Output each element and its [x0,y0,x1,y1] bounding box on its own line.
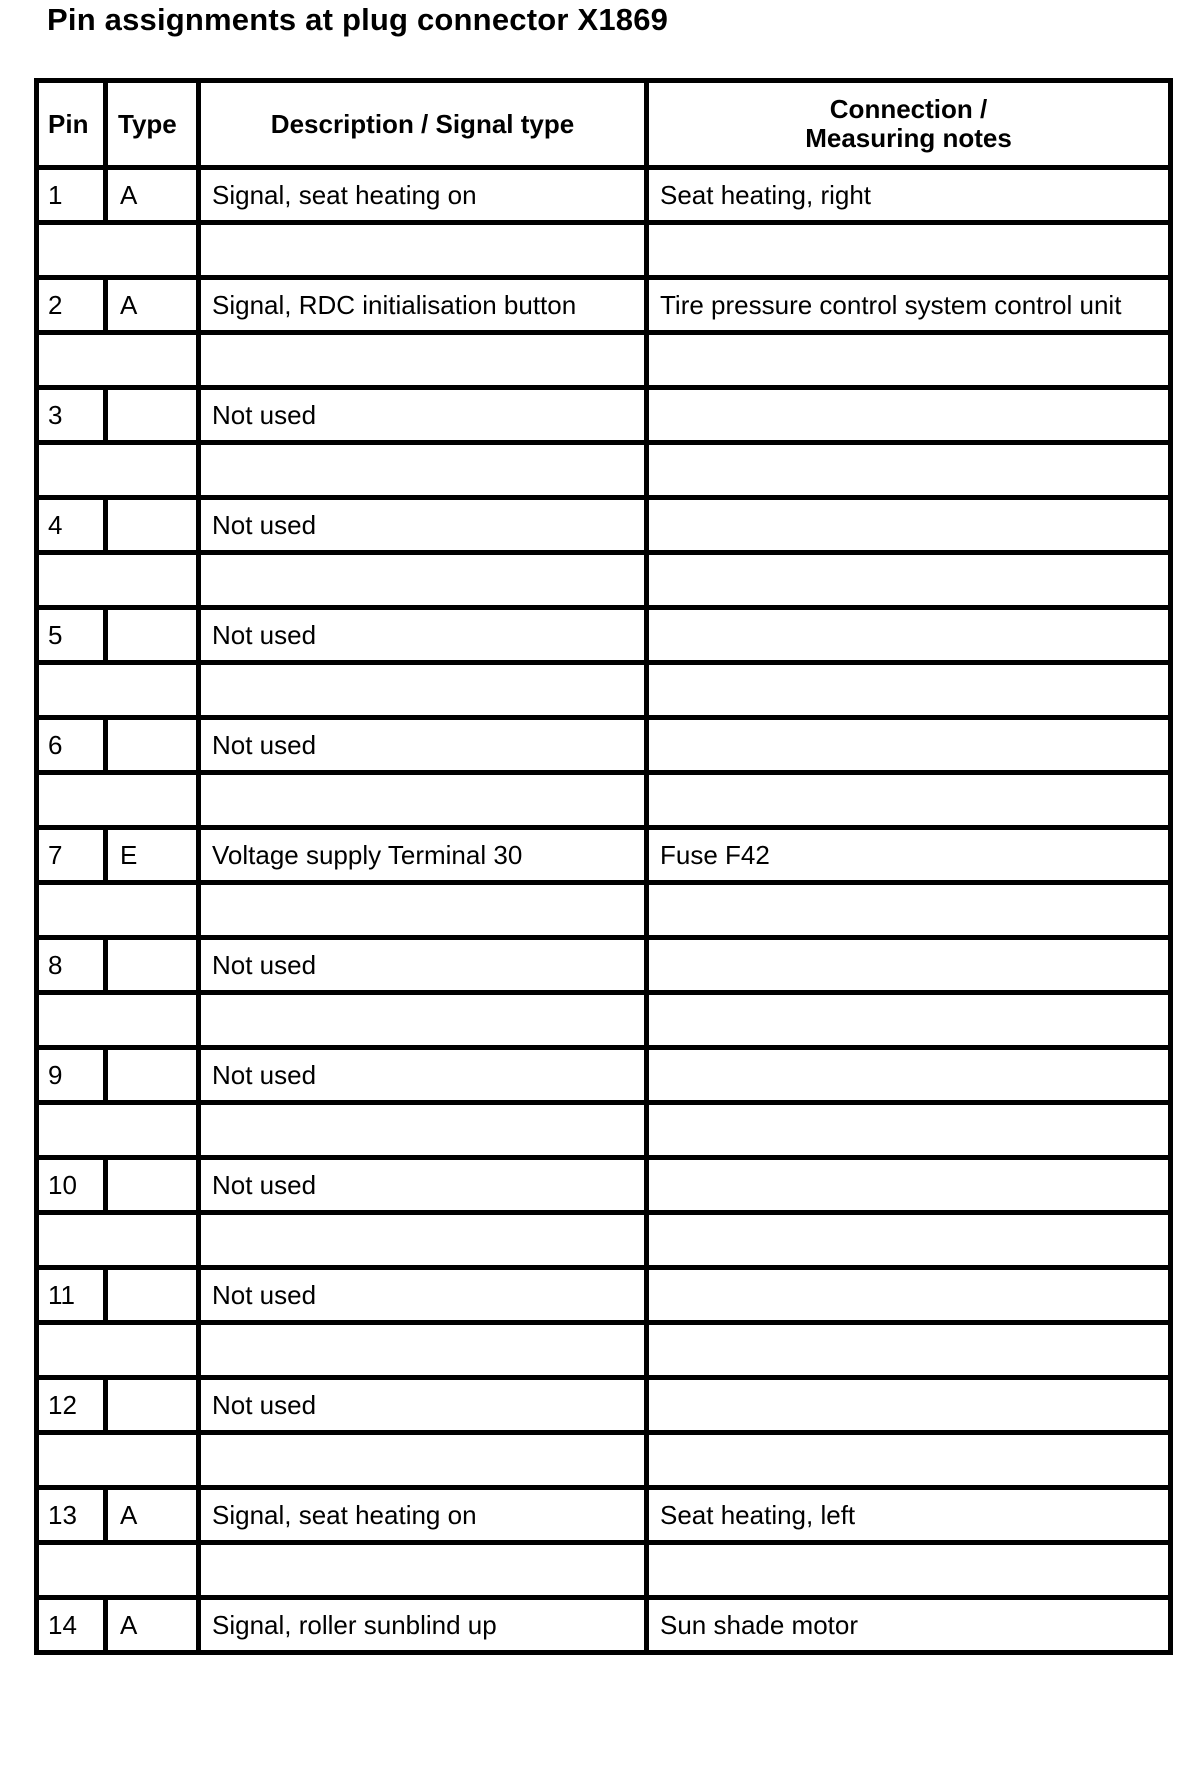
description-cell: Not used [199,388,647,443]
spacer-cell [37,663,199,718]
table-row [37,1598,1171,1653]
pin-cell: 5 [37,608,106,663]
connection-cell [647,1378,1171,1433]
connection-cell: Tire pressure control system control unit [647,278,1171,333]
spacer-cell [647,773,1171,828]
table-header-row [37,81,1171,168]
type-cell: A [106,1488,199,1543]
description-cell: Not used [199,1378,647,1433]
pin-cell: 3 [37,388,106,443]
spacer-cell [647,883,1171,938]
table-row [37,1488,1171,1543]
spacer-cell [647,1323,1171,1378]
spacer-cell [647,1543,1171,1598]
spacer-row [37,333,1171,388]
spacer-cell [647,663,1171,718]
spacer-cell [647,1103,1171,1158]
description-cell: Not used [199,498,647,553]
spacer-row [37,553,1171,608]
pin-cell: 13 [37,1488,106,1543]
type-cell: E [106,828,199,883]
spacer-cell [647,1213,1171,1268]
spacer-cell [37,883,199,938]
description-cell: Not used [199,1158,647,1213]
spacer-row [37,1323,1171,1378]
spacer-row [37,1433,1171,1488]
type-cell [106,608,199,663]
pin-cell: 14 [37,1598,106,1653]
spacer-cell [199,1543,647,1598]
pin-cell: 11 [37,1268,106,1323]
page-title: Pin assignments at plug connector X1869 [47,2,669,37]
spacer-cell [37,223,199,278]
spacer-cell [199,663,647,718]
spacer-cell [199,1103,647,1158]
spacer-cell [37,993,199,1048]
spacer-cell [199,1433,647,1488]
spacer-cell [37,553,199,608]
type-cell [106,1378,199,1433]
header-description: Description / Signal type [199,81,647,168]
table-row [37,608,1171,663]
spacer-cell [199,1213,647,1268]
header-connection-line1: Connection / [829,94,988,125]
spacer-row [37,883,1171,938]
spacer-cell [647,333,1171,388]
table-row [37,1158,1171,1213]
connection-cell: Seat heating, right [647,168,1171,223]
spacer-row [37,1213,1171,1268]
connection-cell [647,1268,1171,1323]
connection-cell: Seat heating, left [647,1488,1171,1543]
spacer-cell [199,223,647,278]
description-cell: Signal, seat heating on [199,1488,647,1543]
spacer-cell [37,443,199,498]
spacer-cell [37,1103,199,1158]
table-body [37,168,1171,1653]
connection-cell [647,938,1171,993]
spacer-cell [199,553,647,608]
spacer-cell [199,773,647,828]
connection-cell: Fuse F42 [647,828,1171,883]
spacer-cell [199,443,647,498]
type-cell: A [106,1598,199,1653]
pin-cell: 7 [37,828,106,883]
connection-cell [647,388,1171,443]
spacer-row [37,1103,1171,1158]
spacer-row [37,773,1171,828]
spacer-cell [199,333,647,388]
spacer-cell [647,443,1171,498]
type-cell [106,1048,199,1103]
table-row [37,168,1171,223]
pin-cell: 8 [37,938,106,993]
pin-cell: 9 [37,1048,106,1103]
spacer-row [37,993,1171,1048]
connection-cell [647,1048,1171,1103]
spacer-cell [37,1323,199,1378]
description-cell: Not used [199,608,647,663]
spacer-cell [37,773,199,828]
header-connection-line2: Measuring notes [805,123,1012,153]
pin-cell: 1 [37,168,106,223]
description-cell: Signal, roller sunblind up [199,1598,647,1653]
header-pin: Pin [37,81,106,168]
table-row [37,1268,1171,1323]
type-cell [106,718,199,773]
pin-cell: 6 [37,718,106,773]
table-row [37,1378,1171,1433]
table-row [37,278,1171,333]
description-cell: Not used [199,938,647,993]
type-cell: A [106,168,199,223]
pin-assignment-table [34,78,1173,1655]
description-cell: Not used [199,1048,647,1103]
type-cell: A [106,278,199,333]
table-row [37,498,1171,553]
description-cell: Not used [199,1268,647,1323]
table-row [37,1048,1171,1103]
connection-cell [647,498,1171,553]
spacer-cell [199,1323,647,1378]
connection-cell [647,1158,1171,1213]
spacer-cell [37,333,199,388]
table-row [37,388,1171,443]
spacer-cell [199,993,647,1048]
description-cell: Not used [199,718,647,773]
header-type: Type [106,81,199,168]
type-cell [106,1158,199,1213]
spacer-cell [37,1543,199,1598]
description-cell: Signal, seat heating on [199,168,647,223]
header-connection [647,81,1171,168]
spacer-cell [647,553,1171,608]
type-cell [106,498,199,553]
pin-cell: 10 [37,1158,106,1213]
spacer-cell [647,993,1171,1048]
spacer-cell [37,1433,199,1488]
connection-cell: Sun shade motor [647,1598,1171,1653]
description-cell: Signal, RDC initialisation button [199,278,647,333]
type-cell [106,938,199,993]
type-cell [106,1268,199,1323]
table-row [37,718,1171,773]
spacer-cell [647,1433,1171,1488]
spacer-cell [199,883,647,938]
pin-cell: 12 [37,1378,106,1433]
spacer-row [37,663,1171,718]
spacer-row [37,1543,1171,1598]
connection-cell [647,718,1171,773]
spacer-row [37,223,1171,278]
spacer-cell [37,1213,199,1268]
description-cell: Voltage supply Terminal 30 [199,828,647,883]
connection-cell [647,608,1171,663]
spacer-row [37,443,1171,498]
pin-cell: 2 [37,278,106,333]
table-row [37,938,1171,993]
type-cell [106,388,199,443]
spacer-cell [647,223,1171,278]
table-row [37,828,1171,883]
pin-cell: 4 [37,498,106,553]
